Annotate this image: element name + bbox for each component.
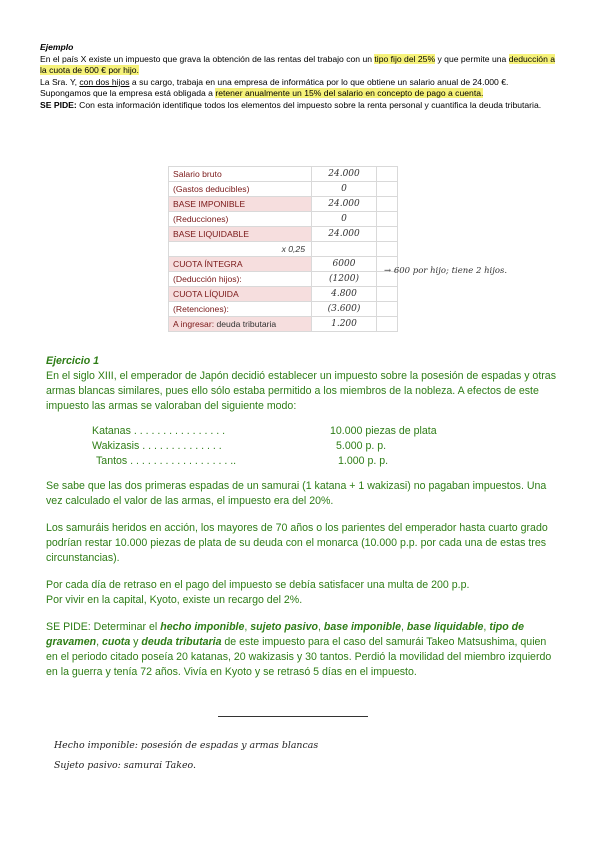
table-cell-label: CUOTA ÍNTEGRA [169, 257, 312, 272]
table-cell-label: x 0,25 [169, 242, 312, 257]
list-item: Katanas . . . . . . . . . . . . . . . . 10.000 piezas de plata [92, 425, 437, 437]
table-cell-value [312, 242, 377, 257]
table-cell-empty [377, 182, 398, 197]
table-row [169, 242, 398, 257]
ejemplo-paragraph-3: SE PIDE: Con esta información identifique todos los elementos del impuesto sobre la renta personal y cuantifica la deuda tributaria. [40, 99, 542, 110]
ejercicio-paragraph-3: Los samuráis heridos en acción, los mayores de 70 años o los parientes del emperador hasta cuarto grado podrían restar 10.000 piezas de plata de su deuda con el monarca (10.000 p.p. por cada una de estas tres circunstancias). [46, 522, 548, 564]
table-row [169, 227, 398, 242]
table-cell-empty [377, 302, 398, 317]
table-cell-label: A ingresar: deuda tributaria [169, 317, 312, 332]
table-cell-empty [377, 197, 398, 212]
table-cell-label: (Retenciones): [169, 302, 312, 317]
table-row [169, 317, 398, 332]
handwritten-answer-2: Sujeto pasivo: samurai Takeo. [54, 760, 196, 771]
table-cell-label: BASE LIQUIDABLE [169, 227, 312, 242]
handwritten-note-children: → 600 por hijo; tiene 2 hijos. [384, 266, 508, 276]
ejemplo-title: Ejemplo [40, 42, 74, 52]
list-item: Tantos . . . . . . . . . . . . . . . . . .. 1.000 p. p. [96, 455, 389, 467]
list-item: Wakizasis . . . . . . . . . . . . . . 5.000 p. p. [92, 440, 387, 452]
ejercicio-paragraph-4b: Por vivir en la capital, Kyoto, existe un recargo del 2%. [46, 594, 303, 606]
table-cell-value: 24.000 [312, 227, 377, 242]
table-cell-label: CUOTA LÍQUIDA [169, 287, 312, 302]
table-cell-value: (3.600) [312, 302, 377, 317]
ejercicio-title: Ejercicio 1 [46, 355, 99, 367]
table-cell-value: 6000 [312, 257, 377, 272]
table-cell-label: (Deducción hijos): [169, 272, 312, 287]
table-cell-empty [377, 227, 398, 242]
table-cell-value: 1.200 [312, 317, 377, 332]
table-cell-label: BASE IMPONIBLE [169, 197, 312, 212]
table-cell-value: 0 [312, 212, 377, 227]
table-row [169, 167, 398, 182]
table-cell-empty [377, 242, 398, 257]
table-cell-empty [377, 317, 398, 332]
table-row [169, 197, 398, 212]
table-cell-label: (Gastos deducibles) [169, 182, 312, 197]
handwritten-underline [218, 716, 368, 717]
table-cell-value: 4.800 [312, 287, 377, 302]
calculation-table [168, 166, 398, 332]
ejemplo-paragraph-2: La Sra. Y, con dos hijos a su cargo, trabaja en una empresa de informática por lo que obtiene un salario anual de 24.000 €. Supongamos que la empresa está obligada a retener anualmente un 15% del salario en concepto de pago a cuenta. [40, 76, 509, 99]
ejercicio-paragraph-1: En el siglo XIII, el emperador de Japón decidió establecer un impuesto sobre la posesión de espadas y otras armas blancas similares, pues ello sólo estaba permitido a los miembros de la nobleza. A efectos de este impuesto las armas se valoraban del siguiente modo: [46, 370, 556, 412]
table-row [169, 287, 398, 302]
table-cell-value: (1200) [312, 272, 377, 287]
handwritten-answer-1: Hecho imponible: posesión de espadas y armas blancas [54, 740, 319, 751]
table-cell-value: 0 [312, 182, 377, 197]
ejercicio-paragraph-5: SE PIDE: Determinar el hecho imponible, sujeto pasivo, base imponible, base liquidable, tipo de gravamen, cuota y deuda tributaria de este impuesto para el caso del samurái Takeo Matsushima, quien en el periodo citado poseía 20 katanas, 20 wakizasis y 30 tantos. Perdió la movilidad del miembro izquierdo en la guerra y tenía 72 años. Vivía en Kyoto y se retrasó 5 días en el impuesto. [46, 621, 552, 678]
table-row [169, 302, 398, 317]
table-row [169, 257, 398, 272]
table-row [169, 272, 398, 287]
table-row [169, 212, 398, 227]
ejemplo-section [40, 42, 560, 112]
table-row [169, 182, 398, 197]
table-cell-empty [377, 212, 398, 227]
table-cell-label: (Reducciones) [169, 212, 312, 227]
table-cell-label: Salario bruto [169, 167, 312, 182]
ejercicio-paragraph-4a: Por cada día de retraso en el pago del impuesto se debía satisfacer una multa de 200 p.p. [46, 579, 470, 591]
table-cell-value: 24.000 [312, 167, 377, 182]
armas-list [46, 424, 558, 469]
table-cell-empty [377, 167, 398, 182]
ejercicio-paragraph-2: Se sabe que las dos primeras espadas de un samurai (1 katana + 1 wakizasi) no pagaban impuestos. Una vez calculado el valor de las armas, el impuesto era del 20%. [46, 480, 547, 507]
table-cell-value: 24.000 [312, 197, 377, 212]
ejemplo-paragraph-1: En el país X existe un impuesto que grava la obtención de las rentas del trabajo con un tipo fijo del 25% y que permite una deducción a la cuota de 600 € por hijo. [40, 53, 556, 76]
ejercicio-section [46, 354, 558, 680]
table-cell-empty [377, 287, 398, 302]
